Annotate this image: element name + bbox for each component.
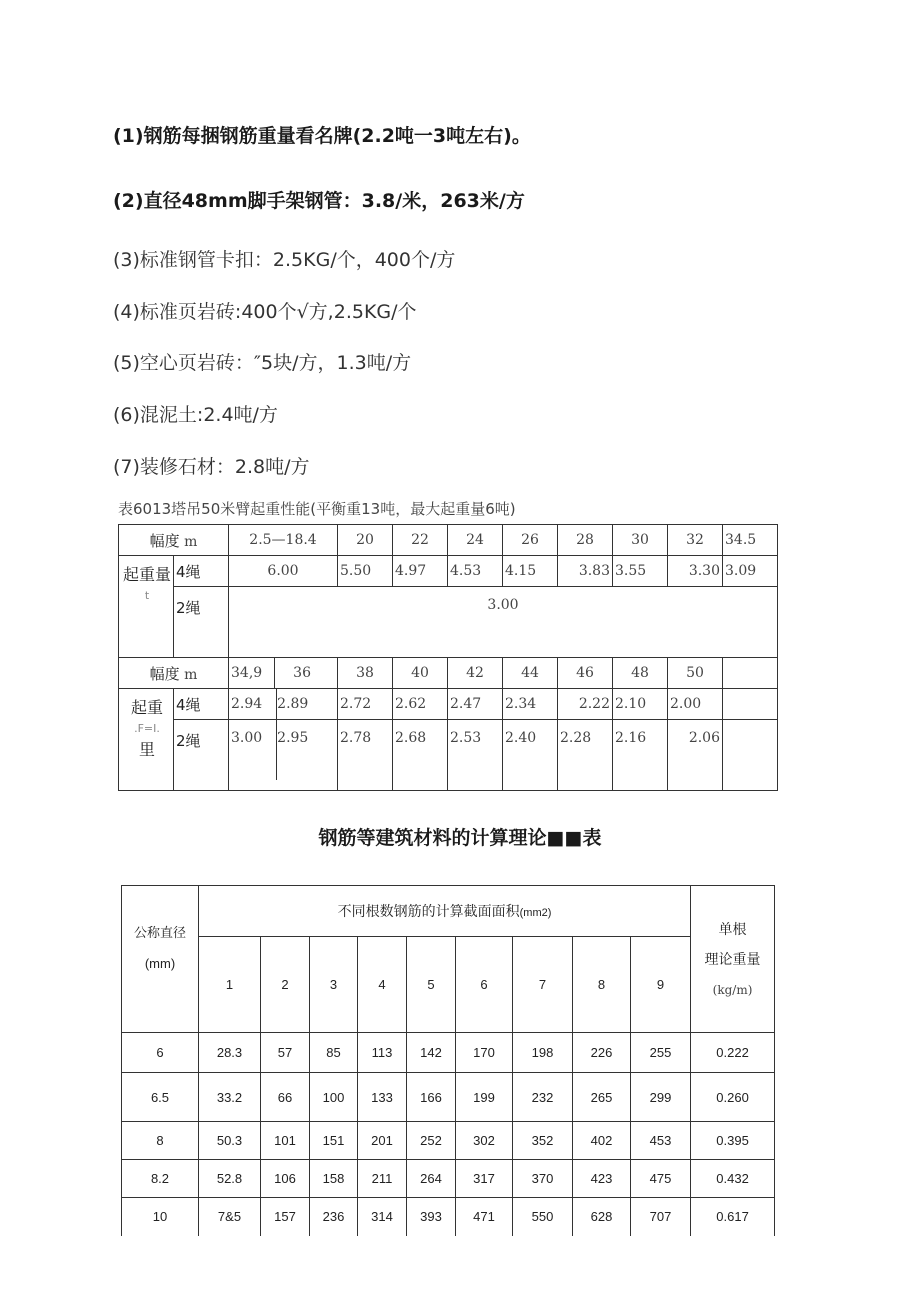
area-cell: 166 <box>407 1073 456 1122</box>
diameter-cell: 6.5 <box>122 1073 199 1122</box>
range-cell: 26 <box>503 525 558 556</box>
load-cell: 2.94 2.89 <box>229 689 338 720</box>
load-cell: 2.68 <box>393 720 448 791</box>
area-cell: 255 <box>631 1033 691 1073</box>
crane-rope4-row-1 <box>119 556 778 587</box>
range-cell: 44 <box>503 658 558 689</box>
weight-header: 单根 理论重量 (kg/m) <box>691 886 775 1033</box>
area-header: 不同根数钢筋的计算截面面积(mm2) <box>199 886 691 937</box>
area-cell: 628 <box>573 1198 631 1236</box>
range-cell: 22 <box>393 525 448 556</box>
range-cell: 42 <box>448 658 503 689</box>
area-cell: 113 <box>358 1033 407 1073</box>
load-label-cell: 起重量 t <box>119 556 174 658</box>
load-cell: 2.72 <box>338 689 393 720</box>
count-cell: 9 <box>631 937 691 1033</box>
load-cell: 2.28 <box>558 720 613 791</box>
crane-rope4-row-2 <box>119 689 778 720</box>
range-cell: 38 <box>338 658 393 689</box>
load-cell: 4.97 <box>393 556 448 587</box>
area-cell: 7&5 <box>199 1198 261 1236</box>
area-cell: 142 <box>407 1033 456 1073</box>
range-cell: 34,9 36 <box>229 658 338 689</box>
area-cell: 402 <box>573 1122 631 1160</box>
area-cell: 352 <box>513 1122 573 1160</box>
load-cell: 2.47 <box>448 689 503 720</box>
range-cell: 34.5 <box>723 525 778 556</box>
table-row <box>122 1122 775 1160</box>
weight-cell: 0.432 <box>691 1160 775 1198</box>
rebar-table-title: 钢筋等建筑材料的计算理论■■表 <box>318 827 602 849</box>
load-cell: 2.10 <box>613 689 668 720</box>
rope4-label: 4绳 <box>174 556 229 587</box>
area-cell: 232 <box>513 1073 573 1122</box>
area-cell: 264 <box>407 1160 456 1198</box>
load-cell: 2.22 <box>558 689 613 720</box>
count-cell: 5 <box>407 937 456 1033</box>
area-cell: 33.2 <box>199 1073 261 1122</box>
crane-table-caption: 表6013塔吊50米臂起重性能(平衡重13吨，最大起重量6吨) <box>118 500 516 518</box>
load-cell: 3.55 <box>613 556 668 587</box>
load-cell: 2.62 <box>393 689 448 720</box>
area-cell: 453 <box>631 1122 691 1160</box>
area-cell: 707 <box>631 1198 691 1236</box>
load-cell: 3.83 <box>558 556 613 587</box>
load-cell: 2.06 <box>668 720 723 791</box>
load-cell: 6.00 <box>229 556 338 587</box>
range-cell: 2.5—18.4 <box>229 525 338 556</box>
area-cell: 198 <box>513 1033 573 1073</box>
load-cell: 4.53 <box>448 556 503 587</box>
rebar-count-row <box>122 937 775 1033</box>
note-item-5: (5)空心页岩砖：″5块/方，1.3吨/方 <box>113 352 412 374</box>
area-cell: 170 <box>456 1033 513 1073</box>
table-row <box>122 1033 775 1073</box>
area-cell: 423 <box>573 1160 631 1198</box>
area-cell: 201 <box>358 1122 407 1160</box>
range-label-cell: 幅度 m <box>119 658 229 689</box>
load-cell-empty <box>723 720 778 791</box>
rope2-label: 2绳 <box>174 587 229 658</box>
area-cell: 133 <box>358 1073 407 1122</box>
note-item-7: (7)装修石材：2.8吨/方 <box>113 456 310 478</box>
area-cell: 236 <box>310 1198 358 1236</box>
crane-range-row-2 <box>119 658 778 689</box>
area-cell: 299 <box>631 1073 691 1122</box>
range-cell: 50 <box>668 658 723 689</box>
count-cell: 2 <box>261 937 310 1033</box>
area-cell: 50.3 <box>199 1122 261 1160</box>
count-cell: 7 <box>513 937 573 1033</box>
area-cell: 226 <box>573 1033 631 1073</box>
area-cell: 265 <box>573 1073 631 1122</box>
note-item-4: (4)标准页岩砖:400个√方,2.5KG/个 <box>113 301 417 323</box>
area-cell: 151 <box>310 1122 358 1160</box>
area-cell: 393 <box>407 1198 456 1236</box>
rebar-header-row <box>122 886 775 937</box>
area-cell: 28.3 <box>199 1033 261 1073</box>
area-cell: 370 <box>513 1160 573 1198</box>
area-cell: 52.8 <box>199 1160 261 1198</box>
load-label-cell: 起重 .F=I. 里 <box>119 689 174 791</box>
range-cell: 20 <box>338 525 393 556</box>
note-item-3: (3)标准钢管卡扣：2.5KG/个，400个/方 <box>113 249 456 271</box>
area-cell: 157 <box>261 1198 310 1236</box>
range-cell: 28 <box>558 525 613 556</box>
area-cell: 57 <box>261 1033 310 1073</box>
area-cell: 302 <box>456 1122 513 1160</box>
crane-capacity-table <box>118 524 778 791</box>
note-item-1: (1)钢筋每捆钢筋重量看名牌(2.2吨一3吨左右)。 <box>113 125 531 147</box>
area-cell: 66 <box>261 1073 310 1122</box>
area-cell: 199 <box>456 1073 513 1122</box>
weight-cell: 0.222 <box>691 1033 775 1073</box>
rebar-area-table <box>121 885 775 1236</box>
load-cell-empty <box>723 689 778 720</box>
table-row <box>122 1198 775 1236</box>
area-cell: 158 <box>310 1160 358 1198</box>
count-cell: 8 <box>573 937 631 1033</box>
area-cell: 85 <box>310 1033 358 1073</box>
area-cell: 475 <box>631 1160 691 1198</box>
load-cell: 5.50 <box>338 556 393 587</box>
weight-cell: 0.617 <box>691 1198 775 1236</box>
count-cell: 3 <box>310 937 358 1033</box>
load-cell: 3.30 <box>668 556 723 587</box>
load-cell: 2.34 <box>503 689 558 720</box>
load-cell: 2.53 <box>448 720 503 791</box>
load-cell: 4.15 <box>503 556 558 587</box>
load-cell: 3.09 <box>723 556 778 587</box>
range-cell-empty <box>723 658 778 689</box>
range-label-cell: 幅度 m <box>119 525 229 556</box>
area-cell: 101 <box>261 1122 310 1160</box>
crane-range-row-1 <box>119 525 778 556</box>
table-row <box>122 1160 775 1198</box>
diameter-cell: 8.2 <box>122 1160 199 1198</box>
load-cell: 2.40 <box>503 720 558 791</box>
count-cell: 4 <box>358 937 407 1033</box>
diameter-header: 公称直径 (mm) <box>122 886 199 1033</box>
area-cell: 106 <box>261 1160 310 1198</box>
crane-rope2-row-1 <box>119 587 778 658</box>
area-cell: 252 <box>407 1122 456 1160</box>
area-cell: 314 <box>358 1198 407 1236</box>
load-cell: 2.78 <box>338 720 393 791</box>
range-cell: 40 <box>393 658 448 689</box>
area-cell: 550 <box>513 1198 573 1236</box>
diameter-cell: 6 <box>122 1033 199 1073</box>
note-item-2: (2)直径48mm脚手架钢管：3.8/米，263米/方 <box>113 190 525 212</box>
rope2-label: 2绳 <box>174 720 229 791</box>
load-cell: 3.00 2.95 <box>229 720 338 791</box>
area-cell: 100 <box>310 1073 358 1122</box>
diameter-cell: 10 <box>122 1198 199 1236</box>
weight-cell: 0.260 <box>691 1073 775 1122</box>
range-cell: 46 <box>558 658 613 689</box>
load-cell: 2.16 <box>613 720 668 791</box>
load-cell: 2.00 <box>668 689 723 720</box>
diameter-cell: 8 <box>122 1122 199 1160</box>
crane-rope2-row-2 <box>119 720 778 791</box>
range-cell: 48 <box>613 658 668 689</box>
area-cell: 211 <box>358 1160 407 1198</box>
weight-cell: 0.395 <box>691 1122 775 1160</box>
table-row <box>122 1073 775 1122</box>
area-cell: 317 <box>456 1160 513 1198</box>
count-cell: 6 <box>456 937 513 1033</box>
area-cell: 471 <box>456 1198 513 1236</box>
note-item-6: (6)混泥土:2.4吨/方 <box>113 404 278 426</box>
load-cell-merged: 3.00 <box>229 587 778 658</box>
range-cell: 24 <box>448 525 503 556</box>
range-cell: 30 <box>613 525 668 556</box>
rope4-label: 4绳 <box>174 689 229 720</box>
range-cell: 32 <box>668 525 723 556</box>
count-cell: 1 <box>199 937 261 1033</box>
